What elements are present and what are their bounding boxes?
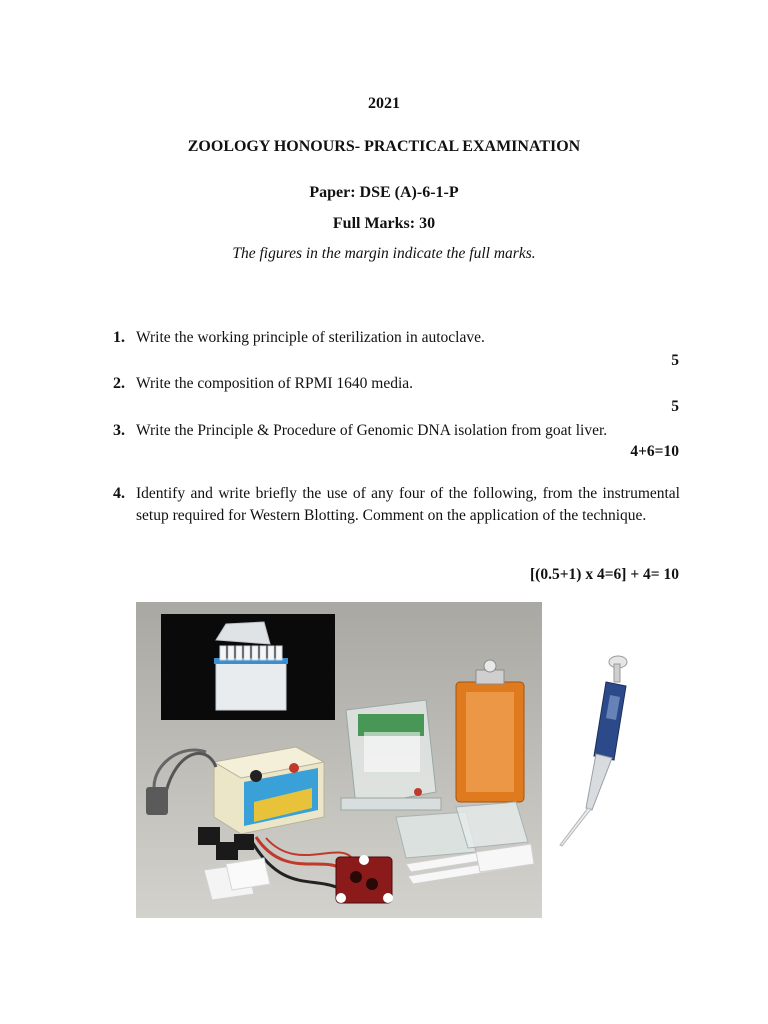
question-1-marks: 5 — [671, 352, 679, 369]
exam-year: 2021 — [368, 95, 400, 112]
question-4-text: Identify and write briefly the use of any four of the following, from the instrumental setup required for Western Blotting. Comment on the application of the technique. — [136, 485, 680, 524]
micropipette-image — [548, 650, 638, 850]
question-3-marks: 4+6=10 — [630, 443, 679, 460]
pipette-tip-box — [161, 614, 335, 720]
question-3-text: Write the Principle & Procedure of Genomic DNA isolation from goat liver. — [136, 422, 608, 439]
exam-title: ZOOLOGY HONOURS- PRACTICAL EXAMINATION — [187, 138, 581, 155]
marks-instruction: The figures in the margin indicate the full marks. — [232, 245, 536, 262]
question-4-number: 4. — [113, 485, 125, 502]
question-2-marks: 5 — [671, 398, 679, 415]
question-1-text: Write the working principle of sterilization in autoclave. — [136, 329, 485, 346]
gel-casting-stand — [336, 855, 393, 903]
paper-code: Paper: DSE (A)-6-1-P — [309, 184, 459, 201]
full-marks: Full Marks: 30 — [332, 215, 436, 232]
question-2-text: Write the composition of RPMI 1640 media. — [136, 375, 414, 392]
question-3-number: 3. — [113, 422, 125, 439]
question-2-number: 2. — [113, 375, 125, 392]
western-blot-setup-image — [136, 602, 542, 918]
question-4-marks: [(0.5+1) x 4=6] + 4= 10 — [530, 566, 679, 583]
question-1-number: 1. — [113, 329, 125, 346]
gel-electrophoresis-tank — [341, 700, 441, 810]
